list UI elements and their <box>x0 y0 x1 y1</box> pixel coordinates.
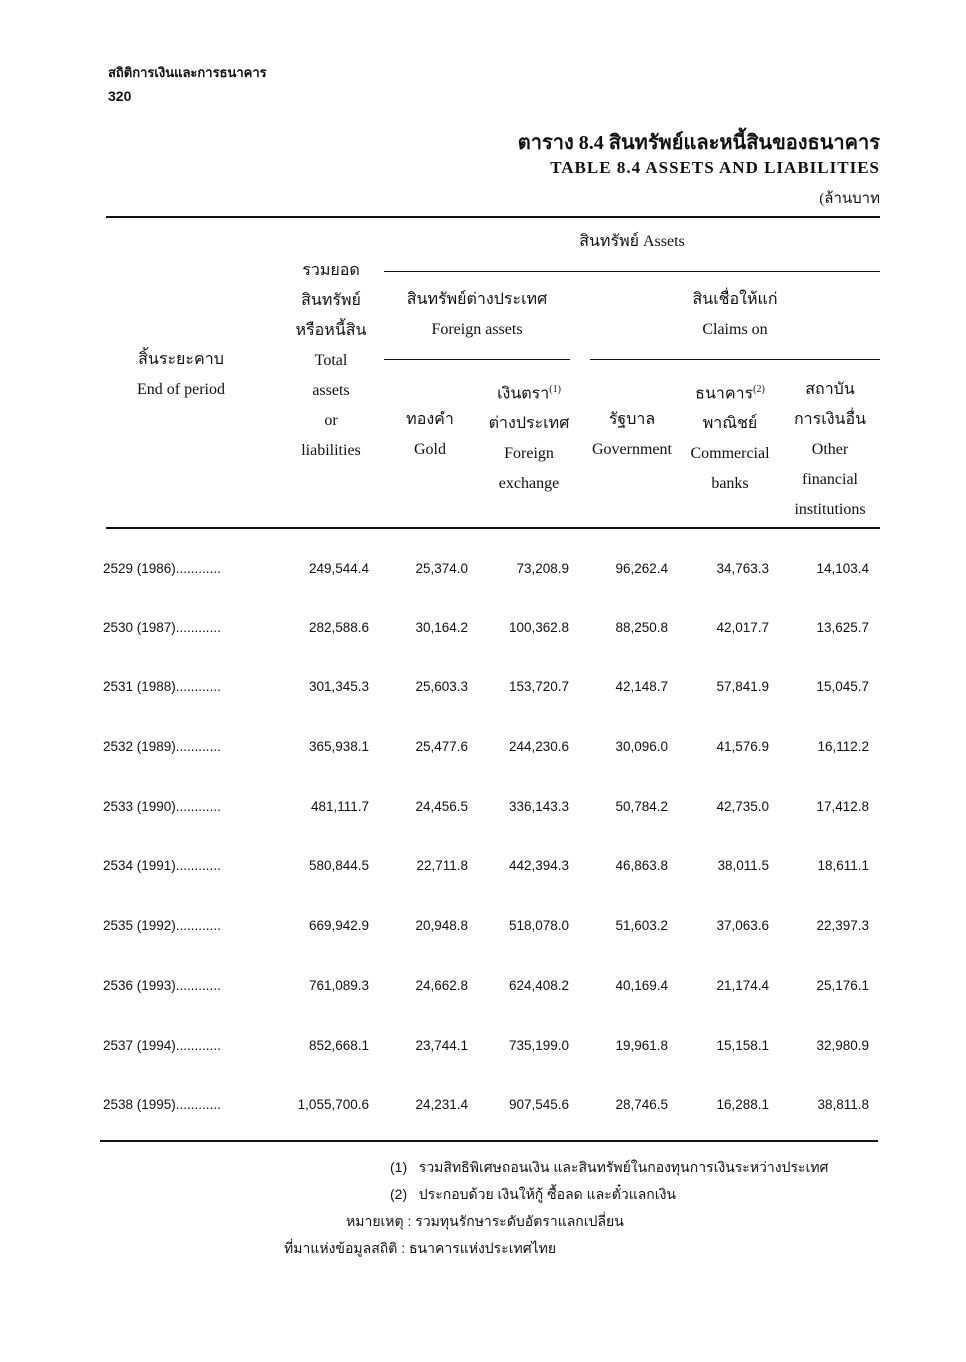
other-institutions-cell: 18,611.1 <box>817 858 869 873</box>
other-institutions-cell: 15,045.7 <box>816 679 869 694</box>
table-row <box>95 679 885 699</box>
table-row <box>95 799 885 819</box>
other-institutions-cell: 32,980.9 <box>816 1038 869 1053</box>
footnote-2-text: ประกอบด้วย เงินให้กู้ ซื้อลด และตั๋วแลกเงิน <box>418 1186 676 1202</box>
government-cell: 88,250.8 <box>615 620 668 635</box>
commercial-banks-cell: 15,158.1 <box>716 1038 769 1053</box>
other-institutions-column-header: สถาบัน การเงินอื่น Other financial institutions <box>793 381 867 518</box>
total-cell: 1,055,700.6 <box>297 1097 369 1112</box>
commercial-banks-cell: 37,063.6 <box>716 918 769 933</box>
fx-cell: 153,720.7 <box>508 679 569 694</box>
fx-cell: 624,408.2 <box>508 978 569 993</box>
fx-cell: 735,199.0 <box>508 1038 569 1053</box>
government-cell: 40,169.4 <box>615 978 668 993</box>
commercial-banks-column-header: ธนาคาร$^{(2)}$ พาณิชย์ Commercial banks <box>690 384 770 493</box>
footnote-1-text: รวมสิทธิพิเศษถอนเงิน และสินทรัพย์ในกองทุนการเงินระหว่างประเทศ <box>418 1159 829 1175</box>
gold-cell: 30,164.2 <box>415 620 468 635</box>
gold-cell: 24,662.8 <box>415 978 468 993</box>
fx-line1: เงินตรา <box>497 385 550 403</box>
claims-on-header: สินเชื่อให้แก่ Claims on <box>692 291 778 338</box>
gold-cell: 24,231.4 <box>415 1097 468 1112</box>
page-number: 320 <box>108 88 132 104</box>
other-institutions-cell: 17,412.8 <box>816 799 869 814</box>
table-row <box>95 1097 885 1117</box>
footnote-2 <box>390 1181 676 1207</box>
source-label: ที่มาแห่งข้อมูลสถิติ : <box>284 1240 406 1256</box>
total-cell: 580,844.5 <box>308 858 369 873</box>
period-cell: 2534 (1991)............ <box>103 858 221 873</box>
remark-text: รวมทุนรักษาระดับอัตราแลกเปลี่ยน <box>415 1213 624 1229</box>
total-cell: 481,111.7 <box>310 799 369 814</box>
table-row <box>95 978 885 998</box>
total-column-header: รวมยอด สินทรัพย์ หรือหนี้สิน Total assets or liabilities <box>295 262 367 459</box>
commercial-banks-cell: 38,011.5 <box>717 858 769 873</box>
government-cell: 28,746.5 <box>615 1097 668 1112</box>
footnote-marker-2: (2) <box>753 384 765 395</box>
period-cell: 2538 (1995)............ <box>103 1097 221 1112</box>
total-cell: 301,345.3 <box>308 679 369 694</box>
footnote-1 <box>390 1154 828 1180</box>
foreign-exchange-column-header: เงินตรา$^{(1)}$ ต่างประเทศ Foreign exchange <box>488 384 570 493</box>
total-cell: 249,544.4 <box>308 561 369 576</box>
gold-cell: 24,456.5 <box>415 799 468 814</box>
other-institutions-cell: 14,103.4 <box>816 561 869 576</box>
remark-label: หมายเหตุ : <box>346 1213 412 1229</box>
running-head: สถิติการเงินและการธนาคาร <box>108 65 267 80</box>
gold-cell: 25,603.3 <box>415 679 468 694</box>
period-cell: 2530 (1987)............ <box>103 620 221 635</box>
foreign-assets-rule <box>384 359 570 360</box>
fx-cell: 518,078.0 <box>508 918 569 933</box>
period-cell: 2531 (1988)............ <box>103 679 221 694</box>
table-top-rule <box>106 216 880 218</box>
commercial-banks-cell: 57,841.9 <box>716 679 769 694</box>
government-cell: 19,961.8 <box>615 1038 668 1053</box>
claims-rule <box>590 359 880 360</box>
period-cell: 2537 (1994)............ <box>103 1038 221 1053</box>
table-row <box>95 918 885 938</box>
source-note <box>284 1235 556 1261</box>
period-cell: 2533 (1990)............ <box>103 799 221 814</box>
commercial-banks-cell: 21,174.4 <box>716 978 769 993</box>
table-bottom-rule <box>100 1140 878 1142</box>
assets-group-rule <box>384 271 880 272</box>
assets-group-header: สินทรัพย์ Assets <box>579 233 685 250</box>
period-cell: 2529 (1986)............ <box>103 561 221 576</box>
total-cell: 669,942.9 <box>308 918 369 933</box>
other-institutions-cell: 22,397.3 <box>816 918 869 933</box>
table-row <box>95 739 885 759</box>
gold-cell: 25,374.0 <box>415 561 468 576</box>
gold-column-header: ทองคำ Gold <box>406 411 454 458</box>
gold-cell: 25,477.6 <box>415 739 468 754</box>
other-institutions-cell: 25,176.1 <box>816 978 869 993</box>
commercial-banks-cell: 42,735.0 <box>716 799 769 814</box>
period-cell: 2532 (1989)............ <box>103 739 221 754</box>
foreign-assets-header: สินทรัพย์ต่างประเทศ Foreign assets <box>406 291 548 338</box>
remark-note <box>346 1208 624 1234</box>
gold-cell: 20,948.8 <box>415 918 468 933</box>
total-cell: 761,089.3 <box>308 978 369 993</box>
table-title-thai: ตาราง 8.4 สินทรัพย์และหนี้สินของธนาคาร <box>517 132 880 154</box>
gold-cell: 22,711.8 <box>416 858 468 873</box>
unit-label: (ล้านบาท <box>819 191 880 207</box>
footnote-marker-1: (1) <box>549 384 561 395</box>
commercial-banks-cell: 42,017.7 <box>716 620 769 635</box>
commercial-banks-cell: 16,288.1 <box>716 1097 769 1112</box>
source-text: ธนาคารแห่งประเทศไทย <box>408 1240 557 1256</box>
footnote-1-marker: (1) <box>390 1159 408 1175</box>
government-cell: 50,784.2 <box>615 799 668 814</box>
other-institutions-cell: 38,811.8 <box>817 1097 869 1112</box>
fx-cell: 244,230.6 <box>508 739 569 754</box>
commercial-banks-cell: 41,576.9 <box>716 739 769 754</box>
other-institutions-cell: 13,625.7 <box>816 620 869 635</box>
fx-cell: 100,362.8 <box>508 620 569 635</box>
table-title-english: TABLE 8.4 ASSETS AND LIABILITIES <box>550 158 880 177</box>
table-row <box>95 620 885 640</box>
fx-cell: 336,143.3 <box>508 799 569 814</box>
table-row <box>95 561 885 581</box>
fx-cell: 442,394.3 <box>508 858 569 873</box>
gold-cell: 23,744.1 <box>415 1038 468 1053</box>
total-cell: 365,938.1 <box>308 739 369 754</box>
commercial-banks-cell: 34,763.3 <box>716 561 769 576</box>
government-cell: 46,863.8 <box>615 858 668 873</box>
other-institutions-cell: 16,112.2 <box>817 739 869 754</box>
period-cell: 2536 (1993)............ <box>103 978 221 993</box>
table-row <box>95 858 885 878</box>
total-cell: 852,668.1 <box>308 1038 369 1053</box>
table-row <box>95 1038 885 1058</box>
government-cell: 42,148.7 <box>615 679 668 694</box>
period-cell: 2535 (1992)............ <box>103 918 221 933</box>
period-column-header: สิ้นระยะคาบ End of period <box>137 351 225 398</box>
footnote-2-marker: (2) <box>390 1186 408 1202</box>
header-bottom-rule <box>106 527 880 529</box>
fx-cell: 907,545.6 <box>508 1097 569 1112</box>
fx-cell: 73,208.9 <box>516 561 569 576</box>
government-cell: 96,262.4 <box>615 561 668 576</box>
banks-line1: ธนาคาร <box>695 385 754 403</box>
government-column-header: รัฐบาล Government <box>592 411 672 458</box>
total-cell: 282,588.6 <box>308 620 369 635</box>
government-cell: 51,603.2 <box>615 918 668 933</box>
government-cell: 30,096.0 <box>615 739 668 754</box>
